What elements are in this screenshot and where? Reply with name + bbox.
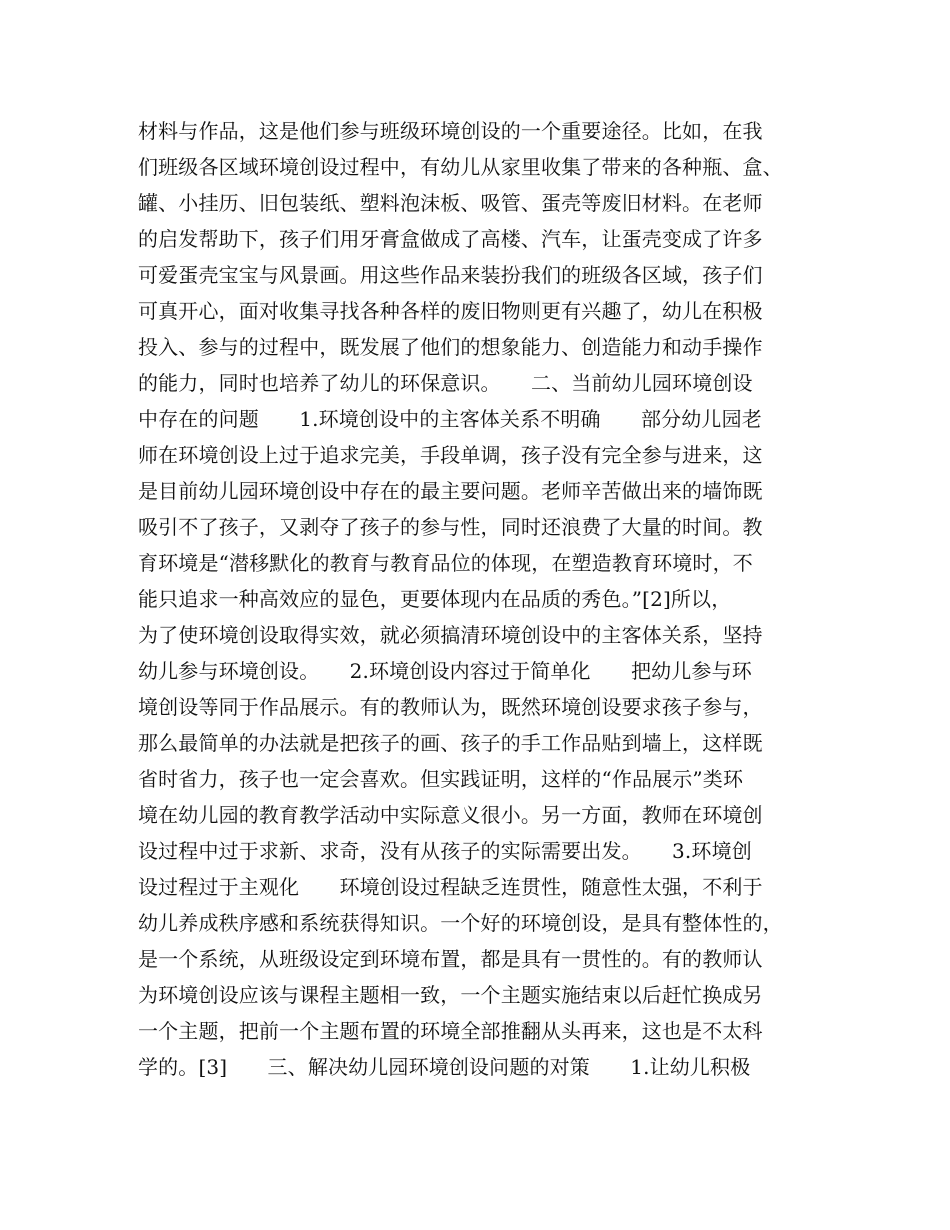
text-line: 可爱蛋壳宝宝与风景画。用这些作品来装扮我们的班级各区域，孩子们	[138, 263, 763, 287]
text-line: 的启发帮助下，孩子们用牙膏盒做成了高楼、汽车，让蛋壳变成了许多	[138, 227, 763, 251]
text-line: 设过程中过于求新、求奇，没有从孩子的实际需要出发。 3.环境创	[138, 839, 752, 863]
text-line: 们班级各区域环境创设过程中，有幼儿从家里收集了带来的各种瓶、盒、	[138, 155, 783, 179]
text-line: 材料与作品，这是他们参与班级环境创设的一个重要途径。比如，在我	[138, 119, 763, 143]
text-line: 投入、参与的过程中，既发展了他们的想象能力、创造能力和动手操作	[138, 335, 763, 359]
text-line: 学的。[3] 三、解决幼儿园环境创设问题的对策 1.让幼儿积极	[138, 1055, 751, 1079]
text-line: 罐、小挂历、旧包装纸、塑料泡沫板、吸管、蛋壳等废旧材料。在老师	[138, 191, 763, 215]
text-line: 幼儿参与环境创设。 2.环境创设内容过于简单化 把幼儿参与环	[138, 659, 752, 683]
text-line: 是目前幼儿园环境创设中存在的最主要问题。老师辛苦做出来的墙饰既	[138, 479, 763, 503]
text-line: 境在幼儿园的教育教学活动中实际意义很小。另一方面，教师在环境创	[138, 803, 763, 827]
text-line: 育环境是“潜移默化的教育与教育品位的体现，在塑造教育环境时，不	[138, 551, 753, 575]
text-line: 为环境创设应该与课程主题相一致，一个主题实施结束以后赶忙换成另	[138, 983, 763, 1007]
body-text	[138, 113, 828, 1085]
text-line: 设过程过于主观化 环境创设过程缺乏连贯性，随意性太强，不利于	[138, 875, 763, 899]
text-line: 中存在的问题 1.环境创设中的主客体关系不明确 部分幼儿园老	[138, 407, 762, 431]
text-line: 是一个系统，从班级设定到环境布置，都是具有一贯性的。有的教师认	[138, 947, 763, 971]
text-line: 可真开心，面对收集寻找各种各样的废旧物则更有兴趣了，幼儿在积极	[138, 299, 763, 323]
text-line: 省时省力，孩子也一定会喜欢。但实践证明，这样的“作品展示”类环	[138, 767, 744, 791]
text-line: 一个主题，把前一个主题布置的环境全部推翻从头再来，这也是不太科	[138, 1019, 763, 1043]
text-line: 那么最简单的办法就是把孩子的画、孩子的手工作品贴到墙上，这样既	[138, 731, 763, 755]
text-line: 能只追求一种高效应的显色，更要体现内在品质的秀色。”[2]所以，	[138, 587, 732, 611]
text-line: 幼儿养成秩序感和系统获得知识。一个好的环境创设，是具有整体性的，	[138, 911, 783, 935]
text-line: 为了使环境创设取得实效，就必须搞清环境创设中的主客体关系，坚持	[138, 623, 763, 647]
text-line: 境创设等同于作品展示。有的教师认为，既然环境创设要求孩子参与，	[138, 695, 763, 719]
text-line: 的能力，同时也培养了幼儿的环保意识。 二、当前幼儿园环境创设	[138, 371, 753, 395]
text-line: 吸引不了孩子，又剥夺了孩子的参与性，同时还浪费了大量的时间。教	[138, 515, 763, 539]
text-line: 师在环境创设上过于追求完美，手段单调，孩子没有完全参与进来，这	[138, 443, 763, 467]
